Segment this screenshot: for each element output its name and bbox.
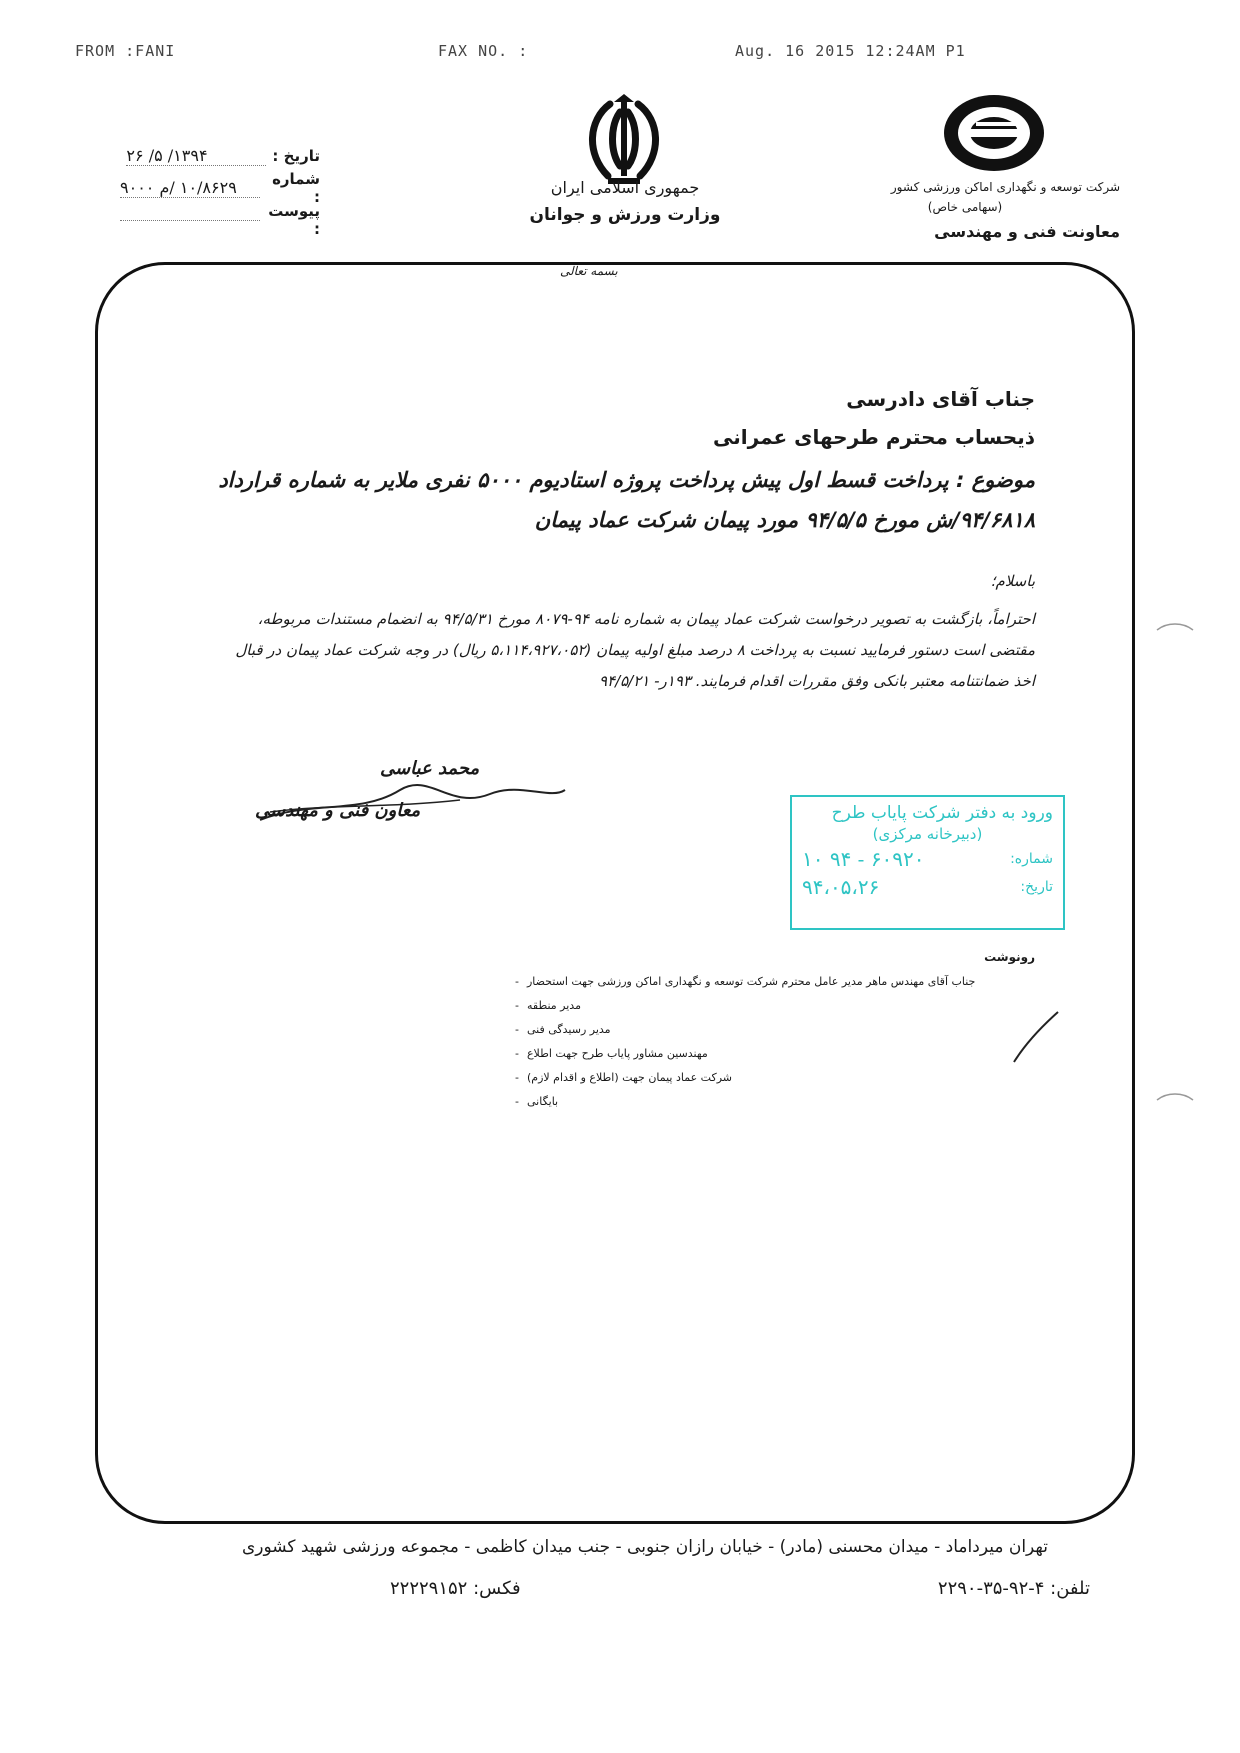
cc-item: - مهندسین مشاور پایاب طرح جهت اطلاع [515, 1047, 708, 1060]
fax-datetime: Aug. 16 2015 12:24AM P1 [735, 42, 966, 60]
company-type: (سهامی خاص) [927, 200, 1003, 214]
signatory-title: معاون فنی و مهندسی [255, 800, 421, 821]
cc-item: - مدیر رسیدگی فنی [515, 1023, 611, 1036]
cc-item: - شرکت عماد پیمان جهت (اطلاع و اقدام لازم) [515, 1071, 732, 1084]
fax-number: FAX NO. : [438, 42, 529, 60]
cc-item: - بایگانی [515, 1095, 559, 1108]
subject-line-2: ۹۴/۶۸۱۸/ش مورخ ۹۴/۵/۵ مورد پیمان شرکت عماد پیمان [534, 508, 1035, 532]
attachment-row [120, 204, 320, 236]
footer-phone: تلفن: ۴-۹۲-۳۵-۲۲۹۰ [937, 1578, 1090, 1599]
letter-body [185, 604, 1035, 697]
number-row [120, 172, 320, 204]
cc-title: رونوشت [984, 950, 1035, 964]
body-line-3: اخذ ضمانتنامه معتبر بانکی وفق مقررات اقدام فرمایند. ۱۹۳ر- ۹۴/۵/۲۱ [598, 672, 1035, 690]
date-label: تاریخ : [272, 147, 320, 165]
stamp-date-label: تاریخ: [1020, 879, 1053, 895]
number-label: شماره : [272, 170, 320, 206]
signatory-name: محمد عباسی [380, 758, 480, 779]
country-name: جمهوری اسلامی ایران [550, 178, 700, 197]
cc-list [515, 970, 1035, 1114]
footer-address: تهران میرداماد - میدان محسنی (مادر) - خیابان رازان جنوبی - جنب میدان کاظمی - مجموعه ورزشی شهید کشوری [241, 1537, 1048, 1557]
date-row [120, 140, 320, 172]
handwritten-mark-icon [1010, 1010, 1060, 1065]
stamp-line-1: ورود به دفتر شرکت پایاب طرح [831, 803, 1053, 823]
scan-edge-mark-icon [1155, 1090, 1195, 1102]
cc-item: - مدیر منطقه [515, 999, 581, 1012]
fax-from: FROM :FANI [75, 42, 176, 60]
date-value: ۱۳۹۴/ ۵/ ۲۶ [126, 146, 266, 166]
stamp-date-row [802, 875, 1053, 899]
attachment-label: پیوست : [268, 202, 320, 238]
department-name: معاونت فنی و مهندسی [934, 222, 1120, 241]
body-line-1: احتراماً، بازگشت به تصویر درخواست شرکت عماد پیمان به شماره نامه ۹۴-۸۰۷۹ مورخ ۹۴/۵/۳۱ به انضمام مستندات مربوطه، [257, 610, 1035, 628]
stamp-date-value: ۹۴،۰۵،۲۶ [802, 875, 880, 899]
letter-meta [120, 140, 320, 236]
subject-block [195, 460, 1035, 540]
number-value: ۱۰/۸۶۲۹ /م ۹۰۰۰ [120, 178, 260, 198]
body-line-2: مقتضی است دستور فرمایید نسبت به پرداخت ۸ درصد مبلغ اولیه پیمان (۵،۱۱۴،۹۲۷،۰۵۲ ریال) در وجه شرکت عماد پیمان در قبال [235, 641, 1035, 659]
company-logo-icon [940, 92, 1048, 174]
stamp-number-label: شماره: [1010, 851, 1053, 867]
basmala: بسمه تعالی [560, 264, 618, 278]
company-name: شرکت توسعه و نگهداری اماکن ورزشی کشور [890, 180, 1120, 194]
addressee-role: ذیحساب محترم طرحهای عمرانی [713, 425, 1035, 449]
subject-line-1: موضوع : پرداخت قسط اول پیش پرداخت پروژه استادیوم ۵۰۰۰ نفری ملایر به شماره قرارداد [218, 468, 1035, 492]
company-header [850, 180, 1120, 241]
receipt-stamp [790, 795, 1065, 930]
ministry-header [520, 178, 730, 225]
stamp-number-value: ۶۰۹۲۰ - ۹۴ ۱۰ [802, 847, 925, 871]
greeting: باسلام؛ [990, 572, 1035, 590]
attachment-value [120, 220, 260, 221]
ministry-name: وزارت ورزش و جوانان [529, 205, 721, 225]
cc-item: - جناب آقای مهندس ماهر مدیر عامل محترم شرکت توسعه و نگهداری اماکن ورزشی جهت استحضار [515, 975, 976, 988]
iran-emblem-icon [580, 92, 668, 192]
addressee-name: جناب آقای دادرسی [846, 387, 1035, 411]
scan-edge-mark-icon [1155, 620, 1195, 632]
stamp-number-row [802, 847, 1053, 871]
addressee-block [713, 380, 1035, 456]
footer-fax: فکس: ۲۲۲۲۹۱۵۲ [390, 1578, 521, 1599]
stamp-line-2: (دبیرخانه مرکزی) [872, 825, 983, 843]
